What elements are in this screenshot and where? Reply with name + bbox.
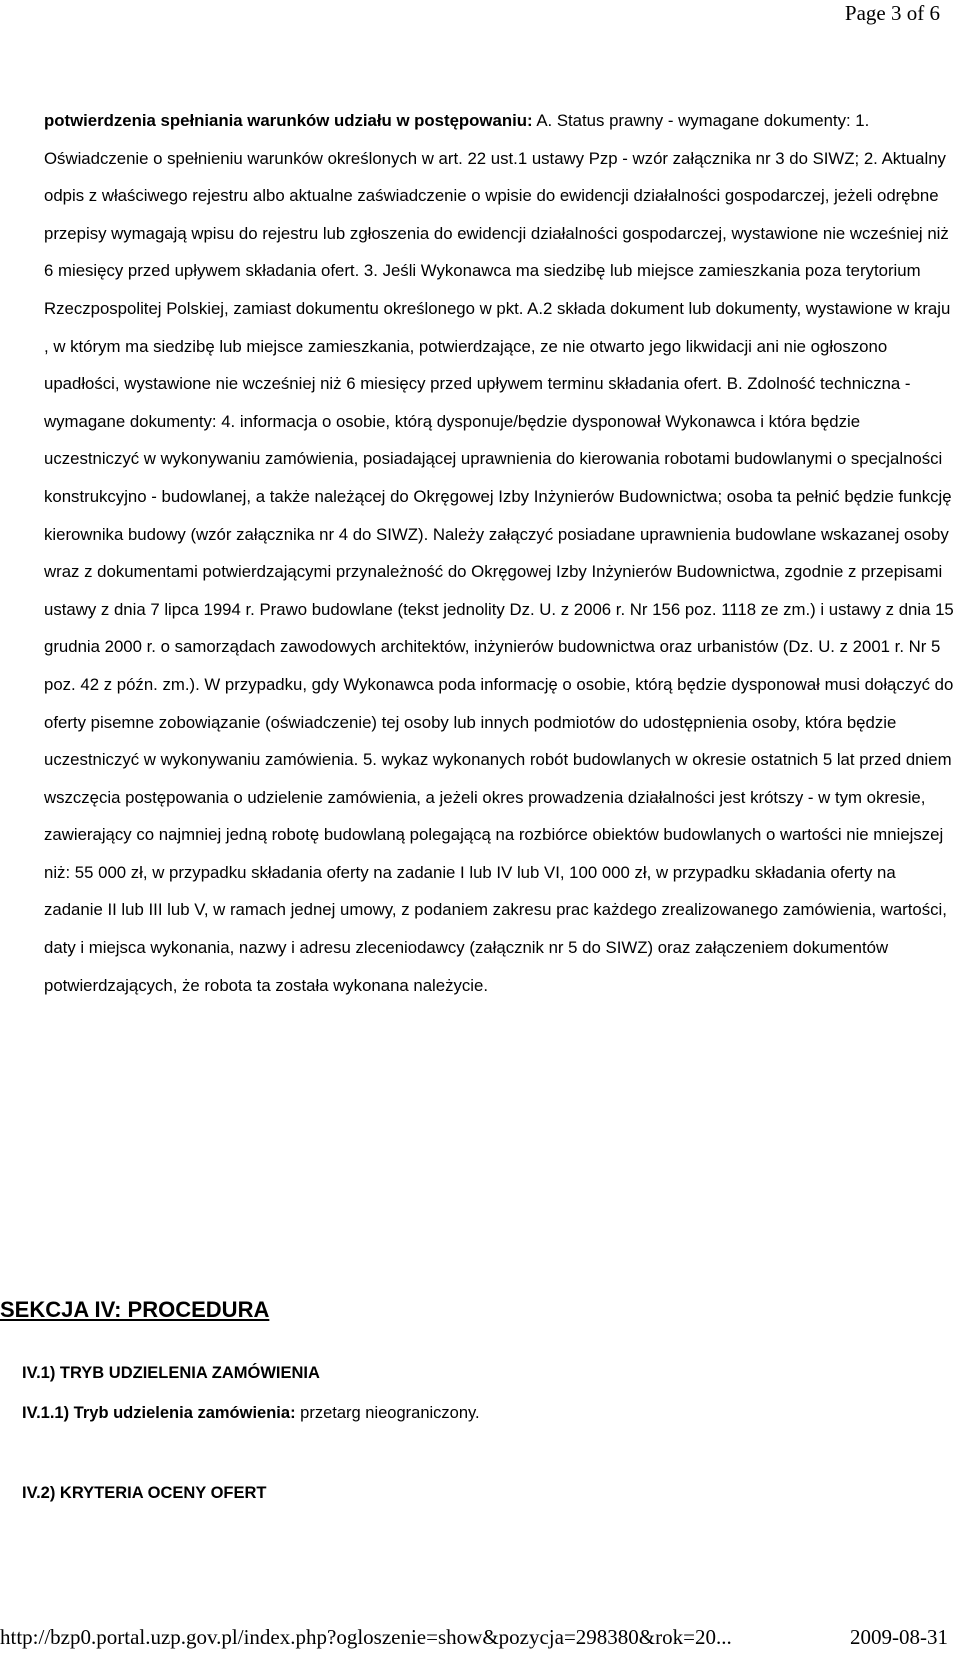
conditions-paragraph (44, 102, 958, 1004)
iv11-label: IV.1.1) Tryb udzielenia zamówienia: (22, 1404, 296, 1422)
paragraph-lead-bold: potwierdzenia spełniania warunków udziału w postępowaniu: (44, 111, 533, 130)
page-indicator: Page 3 of 6 (844, 1, 940, 25)
footer-date: 2009-08-31 (850, 1625, 948, 1649)
subsection-iv2-heading: IV.2) KRYTERIA OCENY OFERT (22, 1484, 267, 1502)
iv11-value: przetarg nieograniczony. (295, 1404, 480, 1422)
subsection-iv1-heading: IV.1) TRYB UDZIELENIA ZAMÓWIENIA (22, 1364, 320, 1382)
paragraph-text: A. Status prawny - wymagane dokumenty: 1. Oświadczenie o spełnieniu warunków określonych w art. 22 ust.1 ustawy Pzp - wzór załącznika nr 3 do SIWZ; 2. Aktualny odpis z właściwego rejestru albo aktualne zaświadczenie o wpisie do ewidencji działalności gospodarczej, jeżeli odrębne przepisy wymagają wpisu do rejestru lub zgłoszenia do ewidencji działalności gospodarczej, wystawione nie wcześniej niż 6 miesięcy przed upływem składania ofert. 3. Jeśli Wykonawca ma siedzibę lub miejsce zamieszkania poza terytorium Rzeczpospolitej Polskiej, zamiast dokumentu określonego w pkt. A.2 składa dokument lub dokumenty, wystawione w kraju , w którym ma siedzibę lub miejsce zamieszkania, potwierdzające, ze nie otwarto jego likwidacji ani nie ogłoszono upadłości, wystawione nie wcześniej niż 6 miesięcy przed upływem terminu składania ofert. B. Zdolność techniczna - wymagane dokumenty: 4. informacja o osobie, którą dysponuje/będzie dysponował Wykonawca i która będzie uczestniczyć w wykonywaniu zamówienia, posiadającej uprawnienia do kierowania robotami budowlanymi o specjalności konstrukcyjno - budowlanej, a także należącej do Okręgowej Izby Inżynierów Budownictwa; osoba ta pełnić będzie funkcję kierownika budowy (wzór załącznika nr 4 do SIWZ). Należy załączyć posiadane uprawnienia budowlane wskazanej osoby wraz z dokumentami potwierdzającymi przynależność do Okręgowej Izby Inżynierów Budownictwa, zgodnie z przepisami ustawy z dnia 7 lipca 1994 r. Prawo budowlane (tekst jednolity Dz. U. z 2006 r. Nr 156 poz. 1118 ze zm.) i ustawy z dnia 15 grudnia 2000 r. o samorządach zawodowych architektów, inżynierów budownictwa oraz urbanistów (Dz. U. z 2001 r. Nr 5 poz. 42 z późn. zm.). W przypadku, gdy Wykonawca poda informację o osobie, którą będzie dysponował musi dołączyć do oferty pisemne zobowiązanie (oświadczenie) tej osoby lub innych podmiotów do udostępnienia osoby, która będzie uczestniczyć w wykonywaniu zamówienia. 5. wykaz wykonanych robót budowlanych w okresie ostatnich 5 lat przed dniem wszczęcia postępowania o udzielenie zamówienia, a jeżeli okres prowadzenia działalności jest krótszy - w tym okresie, zawierający co najmniej jedną robotę budowlaną polegającą na rozbiórce obiektów budowlanych o wartości nie mniejszej niż: 55 000 zł, w przypadku składania oferty na zadanie I lub IV lub VI, 100 000 zł, w przypadku składania oferty na zadanie II lub III lub V, w ramach jednej umowy, z podaniem zakresu prac każdego zrealizowanego zamówienia, wartości, daty i miejsca wykonania, nazwy i adresu zleceniodawcy (załącznik nr 5 do SIWZ) oraz załączeniem dokumentów potwierdzających, że robota ta została wykonana należycie. (44, 111, 954, 995)
footer-url: http://bzp0.portal.uzp.gov.pl/index.php?ogloszenie=show&pozycja=298380&rok=20... (0, 1625, 732, 1649)
section-title: SEKCJA IV: PROCEDURA (0, 1297, 270, 1322)
subsection-iv11-line (22, 1402, 480, 1424)
